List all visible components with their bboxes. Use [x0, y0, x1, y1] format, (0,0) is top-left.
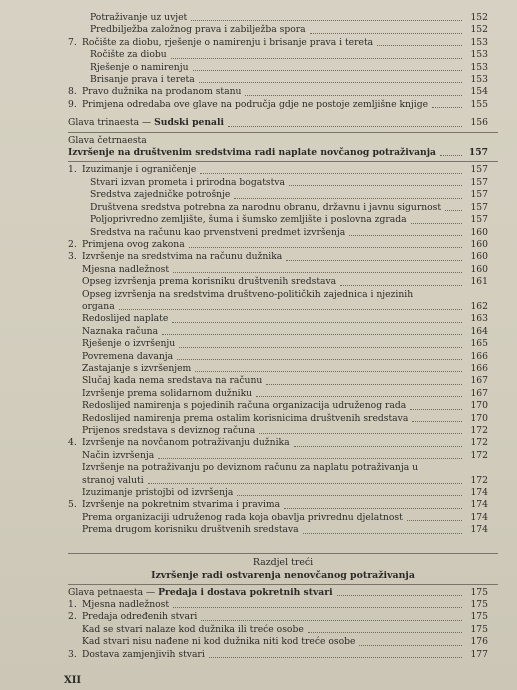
divider	[68, 584, 498, 585]
toc-entry	[68, 524, 488, 536]
toc-entry	[68, 251, 488, 263]
toc-entry-page: 174	[470, 524, 488, 536]
dot-leader	[172, 322, 462, 323]
toc-entry-number: 5.	[68, 499, 77, 511]
toc-entry-title: Kad stvari nisu nađene ni kod dužnika niti kod treće osobe	[82, 636, 356, 648]
toc-entry-title: Primjena odredaba ove glave na područja gdje ne postoje zemljišne knjige	[82, 98, 429, 110]
toc-entry-title: Redoslijed naplate	[82, 313, 169, 325]
toc-entry	[68, 400, 488, 412]
part-label: Razdjel treći	[252, 556, 314, 568]
toc-entry	[68, 313, 488, 325]
toc-entry-page: 153	[470, 61, 488, 73]
toc-entry	[68, 326, 488, 338]
toc-entry-title: Predaja određenih stvari	[82, 611, 198, 623]
toc-entry	[68, 164, 488, 176]
toc-entry-page: 154	[470, 86, 488, 98]
toc-chapter-13: Glava trinaesta — Sudski penali 156	[68, 117, 488, 129]
dot-leader	[445, 210, 462, 211]
toc-entry	[68, 375, 488, 387]
toc-chapter-14-title: Izvršenje na društvenim sredstvima radi naplate novčanog potraživanja 157	[68, 147, 488, 159]
dot-leader	[310, 33, 462, 34]
toc-entry-title: Primjena ovog zakona	[82, 238, 185, 250]
toc-entry-title: Način izvršenja	[82, 449, 155, 461]
toc-group-c	[68, 313, 488, 462]
toc-entry	[68, 177, 488, 189]
toc-entry-title: Povremena davanja	[82, 350, 174, 362]
toc-entry-number: 2.	[68, 238, 77, 250]
dot-leader	[162, 334, 462, 335]
toc-entry-title: Prema drugom korisniku društvenih sredstava	[82, 524, 299, 536]
dot-leader	[340, 285, 462, 286]
toc-entry	[68, 425, 488, 437]
dot-leader	[173, 607, 462, 608]
toc-entry-title: Prijenos sredstava s deviznog računa	[82, 425, 256, 436]
toc-entry-title: Redoslijed namirenja s pojedinih računa organizacija udruženog rada	[82, 400, 407, 412]
dot-leader	[193, 70, 463, 71]
dot-leader	[286, 260, 462, 261]
toc-entry-number: 1.	[68, 164, 77, 176]
toc-entry	[68, 351, 488, 363]
toc-entry-page: 153	[470, 49, 488, 61]
toc-entry	[68, 239, 488, 251]
toc-entry-page: 152	[470, 24, 488, 36]
toc-entry	[68, 413, 488, 425]
toc-entry-page: 167	[470, 387, 488, 399]
toc-group-e	[68, 599, 488, 661]
toc-entry-page: 165	[470, 338, 488, 350]
dot-leader	[266, 384, 462, 385]
dot-leader	[411, 223, 462, 224]
dot-leader	[412, 421, 462, 422]
dot-leader	[195, 371, 462, 372]
toc-entry-number: 9.	[68, 98, 77, 110]
dot-leader	[201, 620, 462, 621]
dot-leader	[245, 95, 462, 96]
toc-entry	[68, 227, 488, 239]
toc-entry-title: Društvena sredstva potrebna za narodnu obranu, državnu i javnu sigurnost	[90, 201, 442, 213]
toc-entry-title: Mjesna nadležnost	[82, 599, 170, 611]
toc-entry-page: 155	[470, 98, 488, 110]
part-title: Izvršenje radi ostvarenja nenovčanog potraživanja	[151, 569, 415, 581]
toc-entry-page: 157	[470, 164, 488, 176]
toc-entry-number: 7.	[68, 36, 77, 48]
dot-leader	[259, 433, 462, 434]
toc-entry-page: 157	[470, 214, 488, 226]
toc-entry-number: 3.	[68, 251, 77, 263]
toc-entry-title: Zastajanje s izvršenjem	[82, 362, 192, 374]
dot-leader	[199, 82, 462, 83]
toc-entry-page: 163	[470, 313, 488, 325]
toc-entry-page: 172	[470, 437, 488, 449]
toc-entry	[68, 512, 488, 524]
table-of-contents	[68, 12, 488, 661]
toc-entry	[68, 276, 488, 288]
toc-entry	[68, 450, 488, 462]
toc-entry-page: 160	[470, 263, 488, 275]
toc-entry-page: 166	[470, 350, 488, 362]
dot-leader	[158, 458, 462, 459]
divider	[68, 132, 498, 133]
dot-leader	[289, 185, 462, 186]
toc-entry-title: Izuzimanje i ograničenje	[82, 164, 197, 176]
toc-entry	[68, 624, 488, 636]
toc-entry-title: Stvari izvan prometa i prirodna bogatstva	[90, 176, 285, 188]
toc-entry-page: 174	[470, 511, 488, 523]
toc-entry-title: Brisanje prava i tereta	[90, 74, 195, 86]
toc-entry-page: 157	[470, 176, 488, 188]
toc-entry-title: Mjesna nadležnost	[82, 263, 170, 275]
page-number-roman: XII	[64, 675, 82, 686]
toc-entry	[68, 214, 488, 226]
dot-leader	[303, 533, 462, 534]
toc-entry-page: 174	[470, 487, 488, 499]
dot-leader	[294, 446, 462, 447]
toc-entry	[68, 49, 488, 61]
toc-entry	[68, 487, 488, 499]
dot-leader	[256, 396, 462, 397]
toc-entry-number: 3.	[68, 648, 77, 660]
toc-entry-page: 172	[470, 449, 488, 461]
toc-entry-page: 176	[470, 636, 488, 648]
toc-entry	[68, 611, 488, 623]
dot-leader	[349, 235, 462, 236]
toc-entry-title: Izuzimanje pristojbi od izvršenja	[82, 487, 234, 499]
toc-entry-title: Sredstva zajedničke potrošnje	[90, 189, 231, 201]
toc-entry-title: Slučaj kada nema sredstava na računu	[82, 375, 263, 387]
dot-leader	[377, 45, 462, 46]
toc-entry-multiline: Opseg izvršenja na sredstvima društveno-političkih zajednica i njezinih organa 162	[82, 288, 488, 312]
toc-entry	[68, 599, 488, 611]
toc-group-d	[68, 487, 488, 537]
toc-entry	[68, 264, 488, 276]
dot-leader	[410, 409, 462, 410]
dot-leader	[179, 347, 462, 348]
toc-group-b	[68, 164, 488, 288]
toc-entry-page: 175	[470, 599, 488, 611]
dot-leader	[189, 247, 462, 248]
dot-leader	[177, 359, 462, 360]
toc-entry-title: Sredstva na računu kao prvenstveni predmet izvršenja	[90, 226, 346, 238]
toc-entry	[68, 74, 488, 86]
dot-leader	[191, 20, 462, 21]
toc-entry-page: 161	[470, 276, 488, 288]
toc-entry	[68, 649, 488, 661]
toc-entry-page: 160	[470, 238, 488, 250]
toc-chapter-14-label: Glava četrnaesta	[68, 134, 147, 146]
toc-group-a	[68, 12, 488, 111]
toc-entry	[68, 363, 488, 375]
toc-chapter-15: Glava petnaesta — Predaja i dostava pokretnih stvari 175	[68, 586, 488, 598]
toc-entry-title: Dostava zamjenjivih stvari	[82, 648, 205, 660]
divider	[68, 161, 498, 162]
toc-entry-page: 160	[470, 226, 488, 238]
toc-entry	[68, 99, 488, 111]
toc-entry-page: 166	[470, 362, 488, 374]
toc-entry-page: 175	[470, 611, 488, 623]
toc-entry-page: 170	[470, 412, 488, 424]
toc-entry-page: 164	[470, 325, 488, 337]
toc-entry-title: Prema organizaciji udruženog rada koja obavlja privrednu djelatnost	[82, 511, 403, 523]
toc-entry-multiline: Izvršenje na potraživanju po deviznom računu za naplatu potraživanja u stranoj valuti 172	[82, 462, 488, 486]
toc-entry-title: Kad se stvari nalaze kod dužnika ili treće osobe	[82, 623, 304, 635]
dot-leader	[237, 495, 462, 496]
toc-entry-title: Izvršenje na novčanom potraživanju dužnika	[82, 437, 290, 449]
dot-leader	[308, 632, 462, 633]
dot-leader	[359, 645, 462, 646]
toc-entry	[68, 24, 488, 36]
toc-entry-title: Izvršenje na pokretnim stvarima i pravima	[82, 499, 281, 511]
toc-entry-title: Izvršenje prema solidarnom dužniku	[82, 387, 253, 399]
dot-leader	[171, 58, 462, 59]
toc-entry-title: Ročište za diobu	[90, 49, 167, 61]
toc-entry-page: 153	[470, 74, 488, 86]
toc-entry-number: 2.	[68, 611, 77, 623]
toc-entry	[68, 437, 488, 449]
toc-entry-page: 157	[470, 201, 488, 213]
toc-entry-title: Predbilježba založnog prava i zabilježba spora	[90, 24, 306, 36]
toc-entry-title: Pravo dužnika na prodanom stanu	[82, 86, 242, 98]
toc-entry-title: Izvršenje na sredstvima na računu dužnika	[82, 251, 283, 263]
toc-entry-page: 152	[470, 12, 488, 23]
toc-entry	[68, 12, 488, 24]
toc-entry-page: 177	[470, 648, 488, 660]
toc-entry-title: Naznaka računa	[82, 325, 159, 337]
toc-entry-title: Ročište za diobu, rješenje o namirenju i brisanje prava i tereta	[82, 36, 374, 48]
dot-leader	[407, 520, 462, 521]
toc-entry-page: 174	[470, 499, 488, 511]
toc-entry-page: 170	[470, 400, 488, 412]
toc-entry	[68, 37, 488, 49]
dot-leader	[234, 198, 462, 199]
toc-entry-title: Potraživanje uz uvjet	[90, 12, 188, 23]
dot-leader	[209, 657, 462, 658]
toc-entry-number: 8.	[68, 86, 77, 98]
toc-entry-number: 1.	[68, 599, 77, 611]
toc-entry	[68, 338, 488, 350]
toc-entry-number: 4.	[68, 437, 77, 449]
dot-leader	[284, 508, 462, 509]
toc-entry-title: Opseg izvršenja prema korisniku društvenih sredstava	[82, 276, 337, 288]
toc-entry	[68, 636, 488, 648]
dot-leader	[200, 173, 462, 174]
toc-entry	[68, 499, 488, 511]
toc-entry	[68, 388, 488, 400]
divider	[68, 553, 498, 554]
toc-entry-title: Rješenje o izvršenju	[82, 338, 176, 350]
toc-entry-page: 153	[470, 36, 488, 48]
toc-entry	[68, 62, 488, 74]
toc-entry	[68, 202, 488, 214]
toc-entry-page: 160	[470, 251, 488, 263]
toc-entry-page: 157	[470, 189, 488, 201]
toc-entry-page: 172	[470, 425, 488, 436]
toc-entry	[68, 86, 488, 98]
toc-entry-title: Redoslijed namirenja prema ostalim korisnicima društvenih sredstava	[82, 412, 409, 424]
toc-entry-page: 175	[470, 623, 488, 635]
toc-entry	[68, 189, 488, 201]
toc-entry-page: 167	[470, 375, 488, 387]
dot-leader	[432, 107, 462, 108]
toc-entry-title: Poljoprivredno zemljište, šuma i šumsko zemljište i poslovna zgrada	[90, 214, 407, 226]
toc-entry-title: Rješenje o namirenju	[90, 61, 189, 73]
dot-leader	[173, 272, 462, 273]
